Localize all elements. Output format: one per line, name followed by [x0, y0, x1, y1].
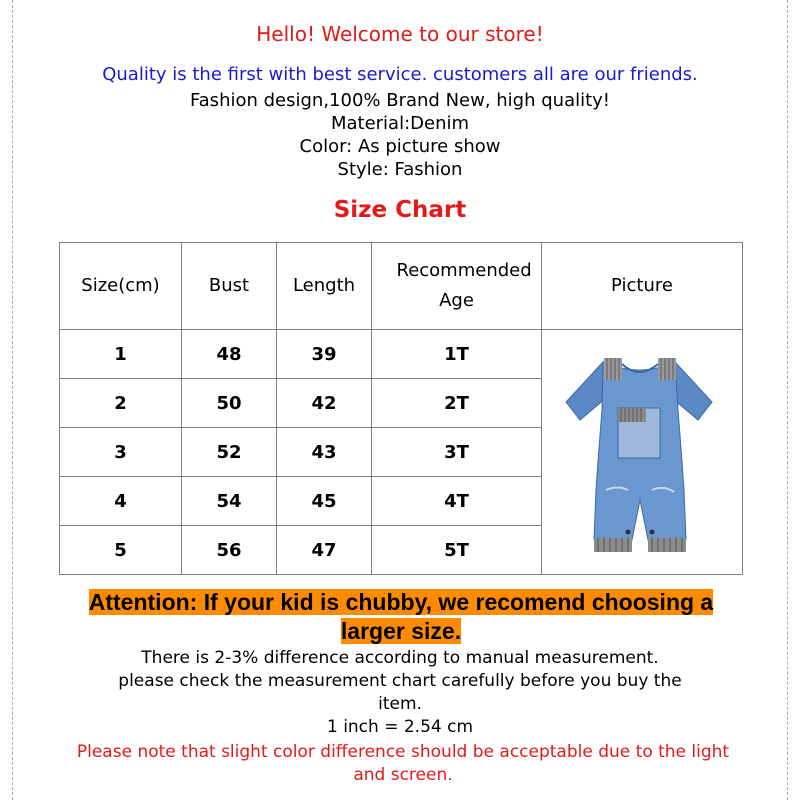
header-bust: Bust	[182, 243, 277, 330]
cell-length: 47	[277, 526, 372, 575]
fashion-design-text: Fashion design,100% Brand New, high quality!	[189, 90, 611, 111]
cell-size: 5	[60, 526, 182, 575]
material-text: Material:Denim	[330, 113, 470, 134]
size-table	[59, 242, 743, 575]
check-chart-note: please check the measurement chart carefully before you buy the	[118, 671, 682, 691]
cell-age: 1T	[372, 330, 542, 379]
attention-notice	[65, 588, 737, 646]
color-difference-warning: Please note that slight color difference should be acceptable due to the light and screen.	[76, 742, 730, 785]
cell-size: 2	[60, 379, 182, 428]
measurement-note: There is 2-3% difference according to manual measurement.	[141, 648, 659, 668]
style-text: Style: Fashion	[337, 159, 463, 180]
cell-size: 1	[60, 330, 182, 379]
cell-age: 4T	[372, 477, 542, 526]
cell-length: 43	[277, 428, 372, 477]
header-length: Length	[277, 243, 372, 330]
size-chart-title: Size Chart	[333, 197, 467, 223]
check-chart-note-continued: item.	[378, 694, 422, 714]
cell-bust: 50	[182, 379, 277, 428]
cell-length: 45	[277, 477, 372, 526]
cell-bust: 56	[182, 526, 277, 575]
header-picture: Picture	[542, 243, 743, 330]
quality-text: Quality is the first with best service. customers all are our friends.	[102, 64, 698, 85]
cell-length: 39	[277, 330, 372, 379]
cell-age: 3T	[372, 428, 542, 477]
denim-romper-image	[548, 340, 730, 560]
inch-conversion-note: 1 inch = 2.54 cm	[326, 717, 474, 737]
cell-bust: 54	[182, 477, 277, 526]
color-text: Color: As picture show	[299, 136, 501, 157]
header-recommended-age-label: Recommended Age	[396, 260, 532, 311]
picture-cell	[542, 330, 743, 575]
cell-length: 42	[277, 379, 372, 428]
header-recommended-age	[372, 243, 542, 330]
size-table-header	[60, 243, 743, 330]
header-size: Size(cm)	[60, 243, 182, 330]
cell-age: 2T	[372, 379, 542, 428]
cell-bust: 52	[182, 428, 277, 477]
cell-size: 3	[60, 428, 182, 477]
cell-age: 5T	[372, 526, 542, 575]
cell-bust: 48	[182, 330, 277, 379]
cell-size: 4	[60, 477, 182, 526]
attention-highlight: Attention: If your kid is chubby, we recomend choosing a larger size.	[88, 589, 714, 644]
welcome-heading: Hello! Welcome to our store!	[256, 22, 544, 46]
table-row	[60, 330, 743, 379]
